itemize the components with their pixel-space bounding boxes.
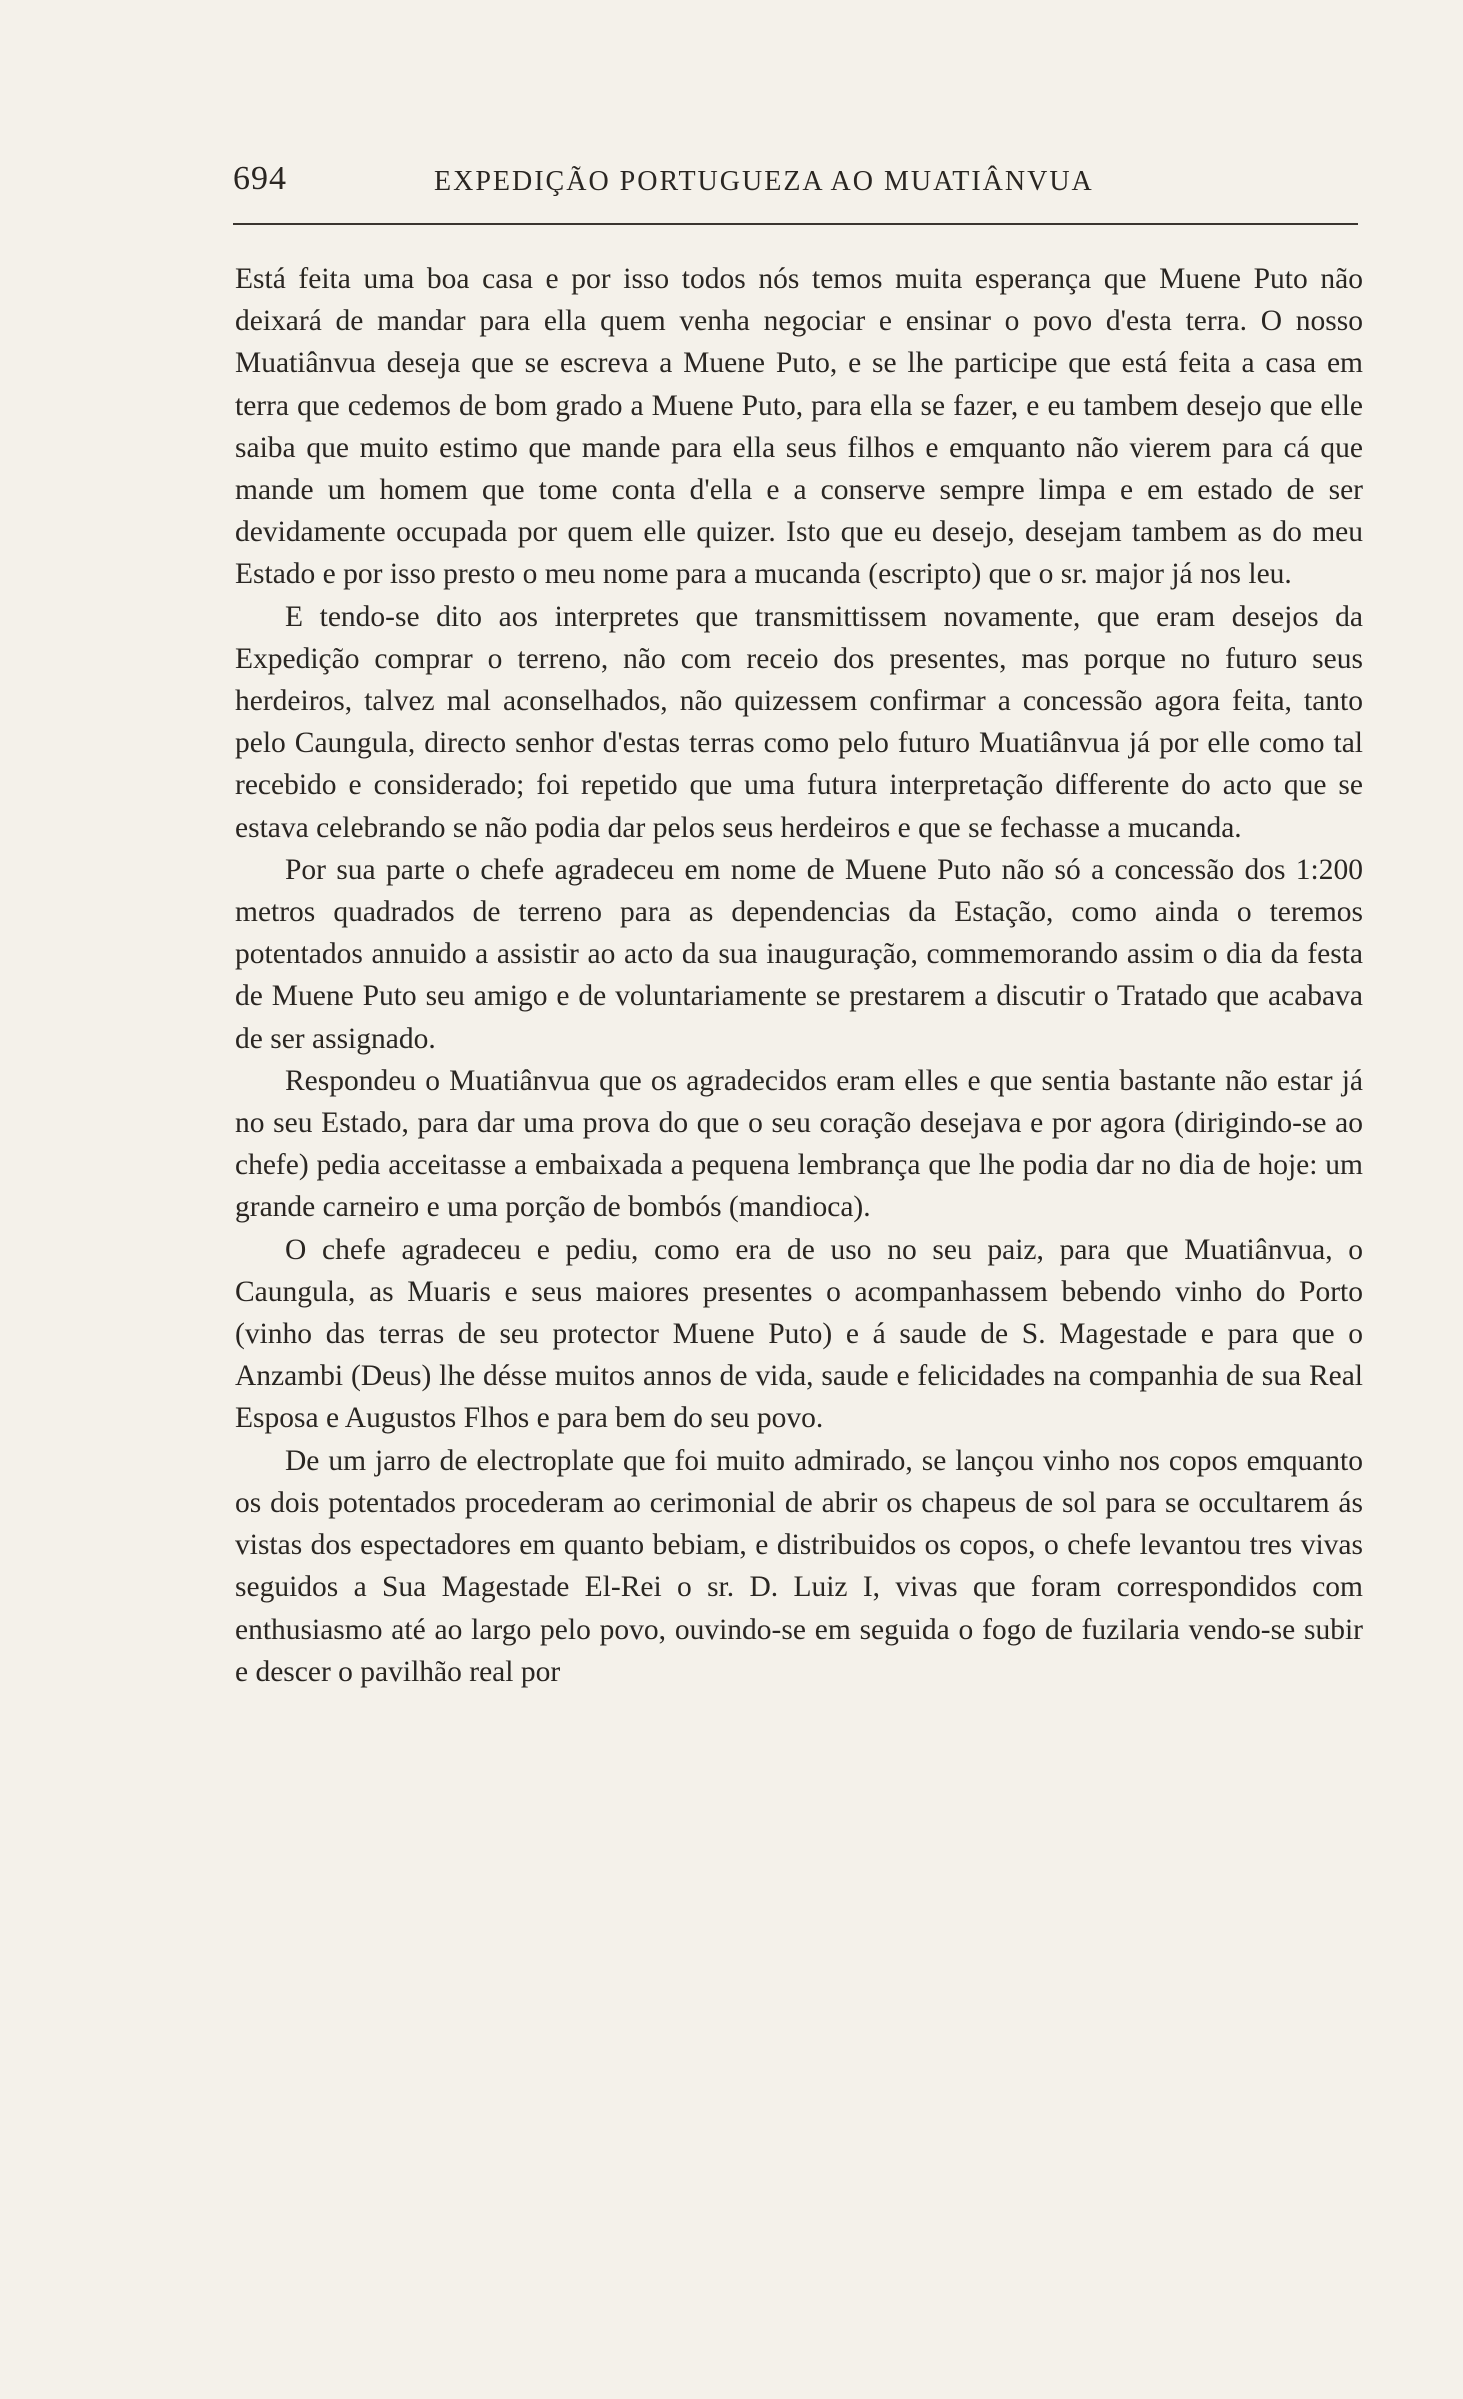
paragraph: E tendo-se dito aos interpretes que transmittissem novamente, que eram desejos da Expedição comprar o terreno, não com receio dos presentes, mas porque no futuro seus herdeiros, talvez mal aconselhados, não quizessem confirmar a concessão agora feita, tanto pelo Caungula, directo senhor d'estas terras como pelo futuro Muatiânvua já por elle como tal recebido e considerado; foi repetido que uma futura interpretação differente do acto que se estava celebrando se não podia dar pelos seus herdeiros e que se fechasse a mucanda.	[235, 600, 1363, 844]
page-number: 694	[233, 160, 287, 197]
paragraph: De um jarro de electroplate que foi muito admirado, se lançou vinho nos copos emquanto os dois potentados procederam ao cerimonial de abrir os chapeus de sol para se occultarem ás vistas dos espectadores em quanto bebiam, e distribuidos os copos, o chefe levantou tres vivas seguidos a Sua Magestade El-Rei o sr. D. Luiz I, vivas que foram correspondidos com enthusiasmo até ao largo pelo povo, ouvindo-se em seguida o fogo de fuzilaria vendo-se subir e descer o pavilhão real por	[235, 1444, 1363, 1688]
paragraph: O chefe agradeceu e pediu, como era de uso no seu paiz, para que Muatiânvua, o Caungula, as Muaris e seus maiores presentes o acompanhassem bebendo vinho do Porto (vinho das terras de seu protector Muene Puto) e á saude de S. Magestade e para que o Anzambi (Deus) lhe désse muitos annos de vida, saude e felicidades na companhia de sua Real Esposa e Augustos Flhos e para bem do seu povo.	[235, 1233, 1363, 1435]
paragraph: Respondeu o Muatiânvua que os agradecidos eram elles e que sentia bastante não estar já no seu Estado, para dar uma prova do que o seu coração desejava e por agora (dirigindo-se ao chefe) pedia acceitasse a embaixada a pequena lembrança que lhe podia dar no dia de hoje: um grande carneiro e uma porção de bombós (mandioca).	[235, 1064, 1363, 1224]
paragraph: Por sua parte o chefe agradeceu em nome de Muene Puto não só a concessão dos 1:200 metros quadrados de terreno para as dependencias da Estação, como ainda o teremos potentados annuido a assistir ao acto da sua inauguração, commemorando assim o dia da festa de Muene Puto seu amigo e de voluntariamente se prestarem a discutir o Tratado que acabava de ser assignado.	[235, 853, 1363, 1055]
body-text	[235, 258, 1363, 1693]
header-rule	[233, 223, 1358, 225]
running-title: EXPEDIÇÃO PORTUGUEZA AO MUATIÂNVUA	[434, 166, 1094, 197]
page-header	[233, 160, 1358, 220]
paragraph: Está feita uma boa casa e por isso todos nós temos muita esperança que Muene Puto não deixará de mandar para ella quem venha negociar e ensinar o povo d'esta terra. O nosso Muatiânvua deseja que se escreva a Muene Puto, e se lhe participe que está feita a casa em terra que cedemos de bom grado a Muene Puto, para ella se fazer, e eu tambem desejo que elle saiba que muito estimo que mande para ella seus filhos e emquanto não vierem para cá que mande um homem que tome conta d'ella e a conserve sempre limpa e em estado de ser devidamente occupada por quem elle quizer. Isto que eu desejo, desejam tambem as do meu Estado e por isso presto o meu nome para a mucanda (escripto) que o sr. major já nos leu.	[235, 263, 1363, 591]
